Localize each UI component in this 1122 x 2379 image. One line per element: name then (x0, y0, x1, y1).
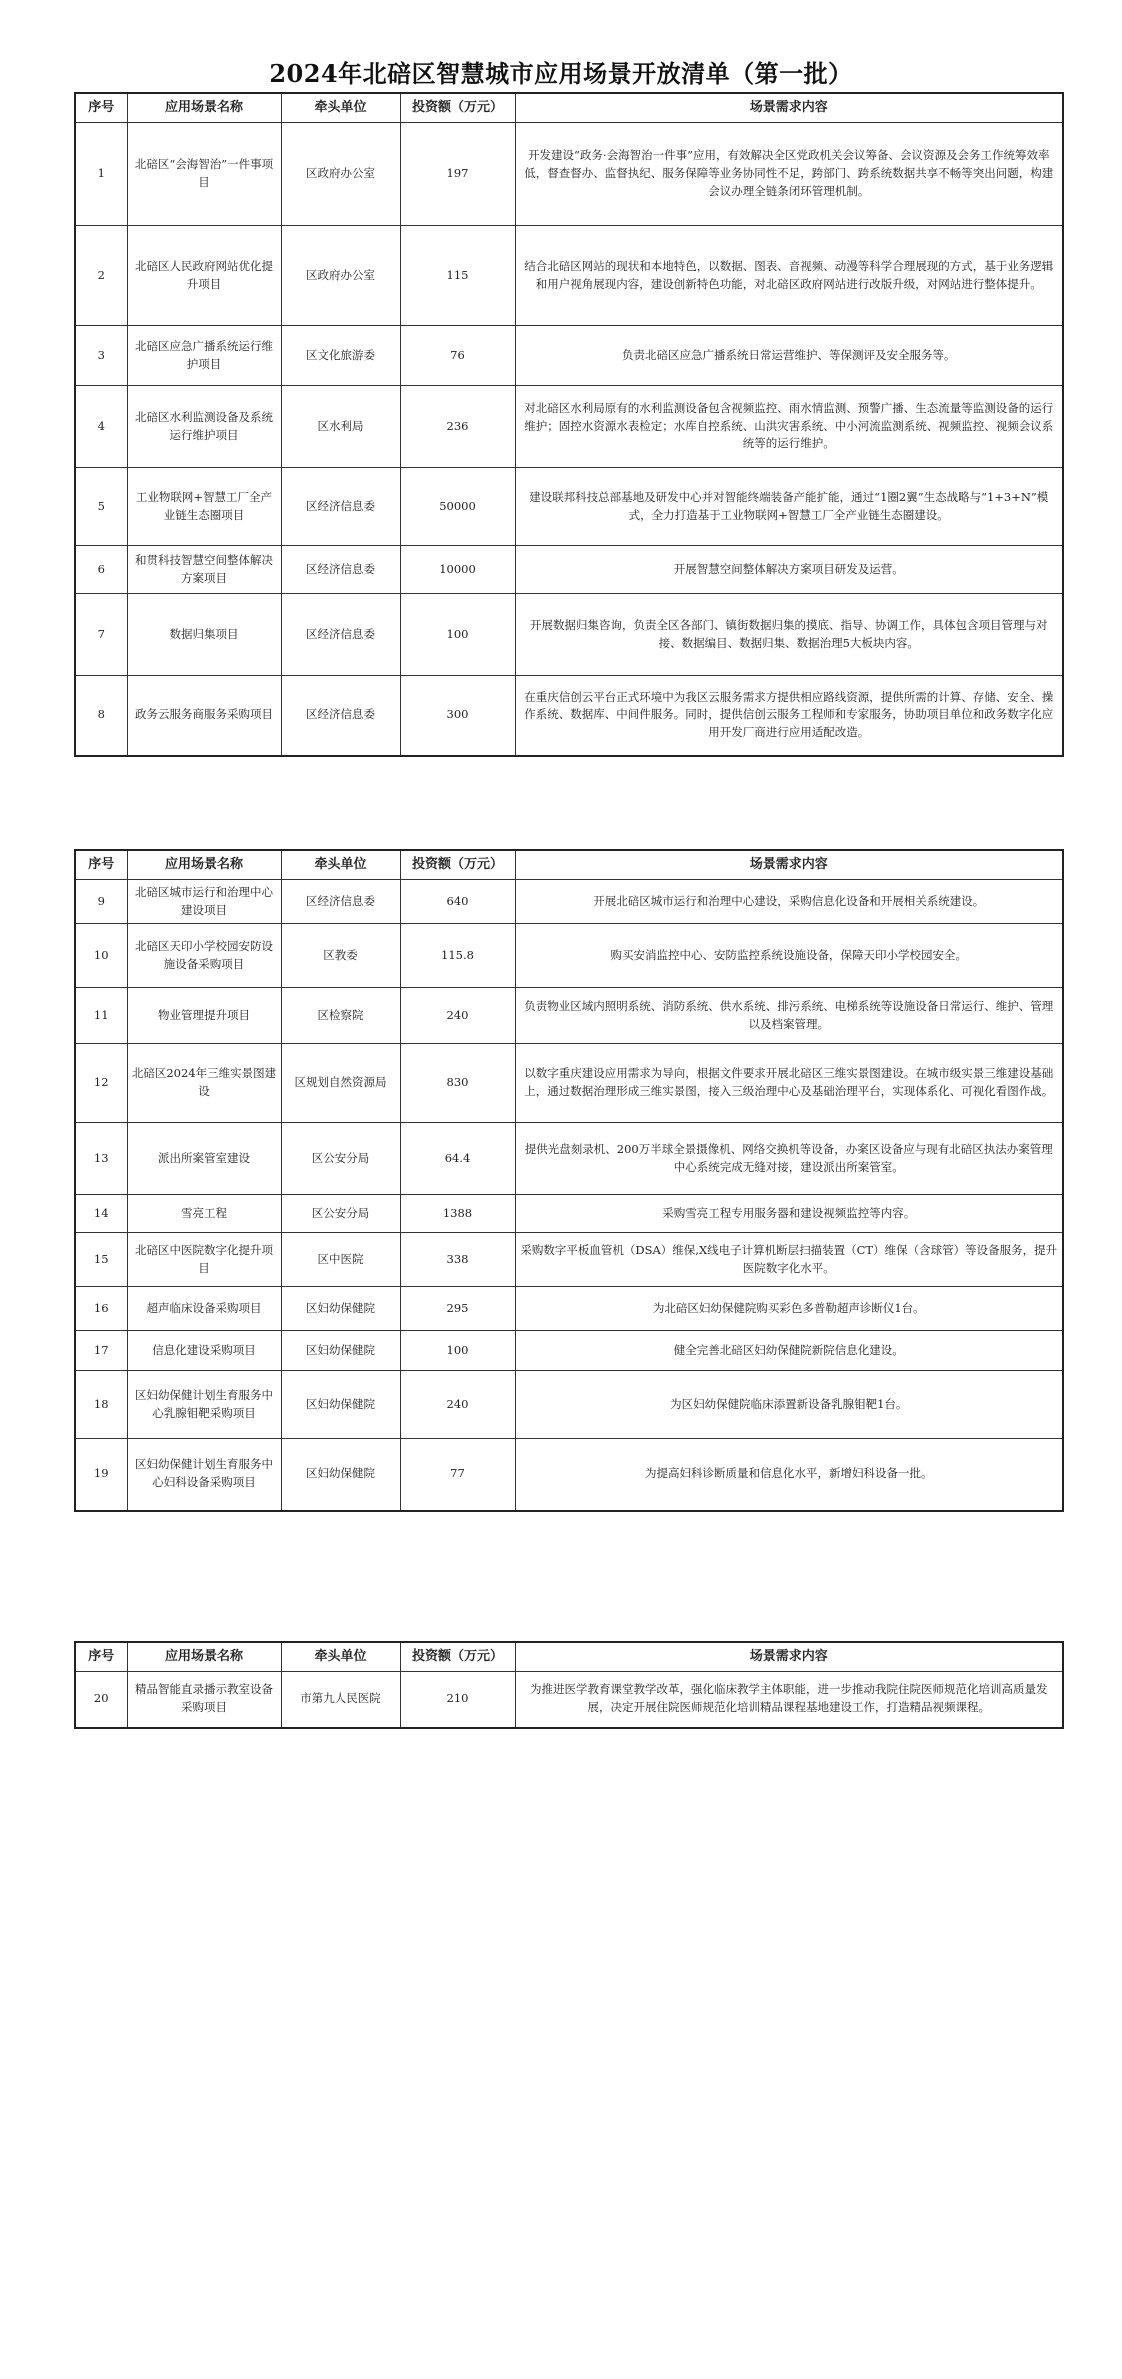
cell-no: 20 (75, 1672, 127, 1728)
cell-investment: 197 (400, 123, 515, 226)
cell-requirement: 为提高妇科诊断质量和信息化水平，新增妇科设备一批。 (515, 1439, 1063, 1511)
table-row (75, 1439, 1063, 1511)
cell-requirement: 在重庆信创云平台正式环境中为我区云服务需求方提供相应路线资源，提供所需的计算、存储、安全、操作系统、数据库、中间件服务。同时，提供信创云服务工程师和专家服务，协助项目单位和政务数字化应用开发厂商进行应用适配改造。 (515, 676, 1063, 756)
header-name: 应用场景名称 (127, 1642, 281, 1672)
cell-requirement: 负责北碚区应急广播系统日常运营维护、等保测评及安全服务等。 (515, 326, 1063, 386)
table-row (75, 1287, 1063, 1331)
cell-investment: 295 (400, 1287, 515, 1331)
cell-no: 2 (75, 226, 127, 326)
cell-no: 1 (75, 123, 127, 226)
cell-name: 派出所案管室建设 (127, 1123, 281, 1195)
cell-unit: 区经济信息委 (281, 594, 400, 676)
cell-requirement: 结合北碚区网站的现状和本地特色，以数据、图表、音视频、动漫等科学合理展现的方式，基于业务逻辑和用户视角展现内容，建设创新特色功能，对北碚区政府网站进行改版升级，对网站进行整体提升。 (515, 226, 1063, 326)
cell-name: 信息化建设采购项目 (127, 1331, 281, 1371)
cell-no: 16 (75, 1287, 127, 1331)
header-unit: 牵头单位 (281, 1642, 400, 1672)
cell-unit: 区妇幼保健院 (281, 1331, 400, 1371)
cell-requirement: 对北碚区水利局原有的水利监测设备包含视频监控、雨水情监测、预警广播、生态流量等监测设备的运行维护；固控水资源水表检定；水库自控系统、山洪灾害系统、中小河流监测系统、视频监控、视频会议系统等的运行维护。 (515, 386, 1063, 468)
cell-name: 工业物联网+智慧工厂全产业链生态圈项目 (127, 468, 281, 546)
cell-no: 5 (75, 468, 127, 546)
cell-requirement: 为区妇幼保健院临床添置新设备乳腺钼靶1台。 (515, 1371, 1063, 1439)
cell-requirement: 以数字重庆建设应用需求为导向，根据文件要求开展北碚区三维实景图建设。在城市级实景三维建设基础上，通过数据治理形成三维实景图，接入三级治理中心及基础治理平台，实现体系化、可视化看图作战。 (515, 1044, 1063, 1123)
cell-investment: 1388 (400, 1195, 515, 1233)
table-row (75, 924, 1063, 988)
header-no: 序号 (75, 1642, 127, 1672)
table-row (75, 1371, 1063, 1439)
cell-unit: 区中医院 (281, 1233, 400, 1287)
table-row (75, 1331, 1063, 1371)
cell-unit: 区检察院 (281, 988, 400, 1044)
header-investment: 投资额（万元） (400, 850, 515, 880)
cell-requirement: 开展智慧空间整体解决方案项目研发及运营。 (515, 546, 1063, 594)
cell-requirement: 采购雪亮工程专用服务器和建设视频监控等内容。 (515, 1195, 1063, 1233)
cell-unit: 区妇幼保健院 (281, 1371, 400, 1439)
cell-name: 物业管理提升项目 (127, 988, 281, 1044)
cell-investment: 115 (400, 226, 515, 326)
cell-unit: 区公安分局 (281, 1195, 400, 1233)
header-requirement: 场景需求内容 (515, 1642, 1063, 1672)
table-row (75, 1672, 1063, 1728)
cell-no: 3 (75, 326, 127, 386)
table-row (75, 676, 1063, 756)
table-row (75, 546, 1063, 594)
cell-investment: 236 (400, 386, 515, 468)
cell-name: 北碚区应急广播系统运行维护项目 (127, 326, 281, 386)
table-row (75, 123, 1063, 226)
cell-name: 精品智能直录播示教室设备采购项目 (127, 1672, 281, 1728)
table-row (75, 1044, 1063, 1123)
cell-name: 区妇幼保健计划生育服务中心妇科设备采购项目 (127, 1439, 281, 1511)
cell-investment: 240 (400, 1371, 515, 1439)
cell-no: 4 (75, 386, 127, 468)
cell-investment: 210 (400, 1672, 515, 1728)
cell-name: 和贯科技智慧空间整体解决方案项目 (127, 546, 281, 594)
table-row (75, 988, 1063, 1044)
header-name: 应用场景名称 (127, 93, 281, 123)
cell-unit: 区政府办公室 (281, 123, 400, 226)
cell-requirement: 采购数字平板血管机（DSA）维保,X线电子计算机断层扫描装置（CT）维保（含球管）等设备服务，提升医院数字化水平。 (515, 1233, 1063, 1287)
table-header-row (75, 93, 1063, 123)
table-row (75, 880, 1063, 924)
cell-unit: 区妇幼保健院 (281, 1439, 400, 1511)
cell-investment: 338 (400, 1233, 515, 1287)
cell-name: 北碚区中医院数字化提升项目 (127, 1233, 281, 1287)
header-unit: 牵头单位 (281, 93, 400, 123)
cell-requirement: 建设联邦科技总部基地及研发中心并对智能终端装备产能扩能，通过“1圈2翼”生态战略与“1+3+N”模式，全力打造基于工业物联网+智慧工厂全产业链生态圈建设。 (515, 468, 1063, 546)
cell-unit: 区规划自然资源局 (281, 1044, 400, 1123)
cell-requirement: 为推进医学教育课堂教学改革，强化临床教学主体职能，进一步推动我院住院医师规范化培训高质量发展，决定开展住院医师规范化培训精品课程基地建设工作，打造精品视频课程。 (515, 1672, 1063, 1728)
cell-name: 北碚区水利监测设备及系统运行维护项目 (127, 386, 281, 468)
cell-unit: 区教委 (281, 924, 400, 988)
table-row (75, 326, 1063, 386)
cell-unit: 区文化旅游委 (281, 326, 400, 386)
table-row (75, 386, 1063, 468)
cell-unit: 区水利局 (281, 386, 400, 468)
cell-name: 数据归集项目 (127, 594, 281, 676)
cell-unit: 区妇幼保健院 (281, 1287, 400, 1331)
header-no: 序号 (75, 850, 127, 880)
cell-no: 8 (75, 676, 127, 756)
cell-investment: 830 (400, 1044, 515, 1123)
cell-no: 17 (75, 1331, 127, 1371)
table-row (75, 1233, 1063, 1287)
cell-unit: 区政府办公室 (281, 226, 400, 326)
cell-name: 北碚区天印小学校园安防设施设备采购项目 (127, 924, 281, 988)
table-header-row (75, 850, 1063, 880)
cell-no: 7 (75, 594, 127, 676)
cell-investment: 240 (400, 988, 515, 1044)
cell-no: 12 (75, 1044, 127, 1123)
scenario-table-section-2 (74, 849, 1064, 1512)
header-requirement: 场景需求内容 (515, 850, 1063, 880)
table-row (75, 1123, 1063, 1195)
cell-no: 10 (75, 924, 127, 988)
cell-investment: 64.4 (400, 1123, 515, 1195)
cell-unit: 区经济信息委 (281, 880, 400, 924)
header-name: 应用场景名称 (127, 850, 281, 880)
header-requirement: 场景需求内容 (515, 93, 1063, 123)
cell-investment: 300 (400, 676, 515, 756)
cell-unit: 区公安分局 (281, 1123, 400, 1195)
table-row (75, 594, 1063, 676)
cell-no: 18 (75, 1371, 127, 1439)
table-row (75, 1195, 1063, 1233)
cell-investment: 50000 (400, 468, 515, 546)
cell-unit: 区经济信息委 (281, 676, 400, 756)
cell-no: 15 (75, 1233, 127, 1287)
cell-investment: 76 (400, 326, 515, 386)
cell-unit: 区经济信息委 (281, 468, 400, 546)
cell-name: 区妇幼保健计划生育服务中心乳腺钼靶采购项目 (127, 1371, 281, 1439)
cell-unit: 区经济信息委 (281, 546, 400, 594)
header-no: 序号 (75, 93, 127, 123)
cell-no: 6 (75, 546, 127, 594)
cell-no: 19 (75, 1439, 127, 1511)
cell-requirement: 开展数据归集咨询，负责全区各部门、镇街数据归集的摸底、指导、协调工作，具体包含项目管理与对接、数据编目、数据归集、数据治理5大板块内容。 (515, 594, 1063, 676)
cell-name: 雪亮工程 (127, 1195, 281, 1233)
cell-investment: 100 (400, 594, 515, 676)
cell-requirement: 开发建设“政务·会海智治一件事”应用，有效解决全区党政机关会议筹备、会议资源及会务工作统筹效率低，督查督办、监督执纪、服务保障等业务协同性不足，跨部门、跨系统数据共享不畅等突出问题，构建会议办理全链条闭环管理机制。 (515, 123, 1063, 226)
cell-name: 北碚区2024年三维实景图建设 (127, 1044, 281, 1123)
cell-investment: 115.8 (400, 924, 515, 988)
document-title: 2024年北碚区智慧城市应用场景开放清单（第一批） (269, 59, 853, 88)
table-row (75, 468, 1063, 546)
cell-investment: 10000 (400, 546, 515, 594)
cell-investment: 640 (400, 880, 515, 924)
cell-requirement: 为北碚区妇幼保健院购买彩色多普勒超声诊断仪1台。 (515, 1287, 1063, 1331)
table-row (75, 226, 1063, 326)
cell-name: 超声临床设备采购项目 (127, 1287, 281, 1331)
header-unit: 牵头单位 (281, 850, 400, 880)
cell-requirement: 开展北碚区城市运行和治理中心建设，采购信息化设备和开展相关系统建设。 (515, 880, 1063, 924)
scenario-table-section-3 (74, 1641, 1064, 1729)
cell-no: 14 (75, 1195, 127, 1233)
cell-name: 北碚区“会海智治”一件事项目 (127, 123, 281, 226)
scenario-table-section-1 (74, 92, 1064, 757)
cell-requirement: 购买安消监控中心、安防监控系统设施设备，保障天印小学校园安全。 (515, 924, 1063, 988)
cell-unit: 市第九人民医院 (281, 1672, 400, 1728)
cell-investment: 100 (400, 1331, 515, 1371)
cell-name: 政务云服务商服务采购项目 (127, 676, 281, 756)
cell-requirement: 负责物业区域内照明系统、消防系统、供水系统、排污系统、电梯系统等设施设备日常运行、维护、管理以及档案管理。 (515, 988, 1063, 1044)
cell-name: 北碚区城市运行和治理中心建设项目 (127, 880, 281, 924)
header-investment: 投资额（万元） (400, 1642, 515, 1672)
table-header-row (75, 1642, 1063, 1672)
cell-name: 北碚区人民政府网站优化提升项目 (127, 226, 281, 326)
cell-requirement: 健全完善北碚区妇幼保健院新院信息化建设。 (515, 1331, 1063, 1371)
header-investment: 投资额（万元） (400, 93, 515, 123)
cell-no: 11 (75, 988, 127, 1044)
cell-no: 13 (75, 1123, 127, 1195)
cell-no: 9 (75, 880, 127, 924)
cell-investment: 77 (400, 1439, 515, 1511)
cell-requirement: 提供光盘刻录机、200万半球全景摄像机、网络交换机等设备，办案区设备应与现有北碚区执法办案管理中心系统完成无缝对接，建设派出所案管室。 (515, 1123, 1063, 1195)
